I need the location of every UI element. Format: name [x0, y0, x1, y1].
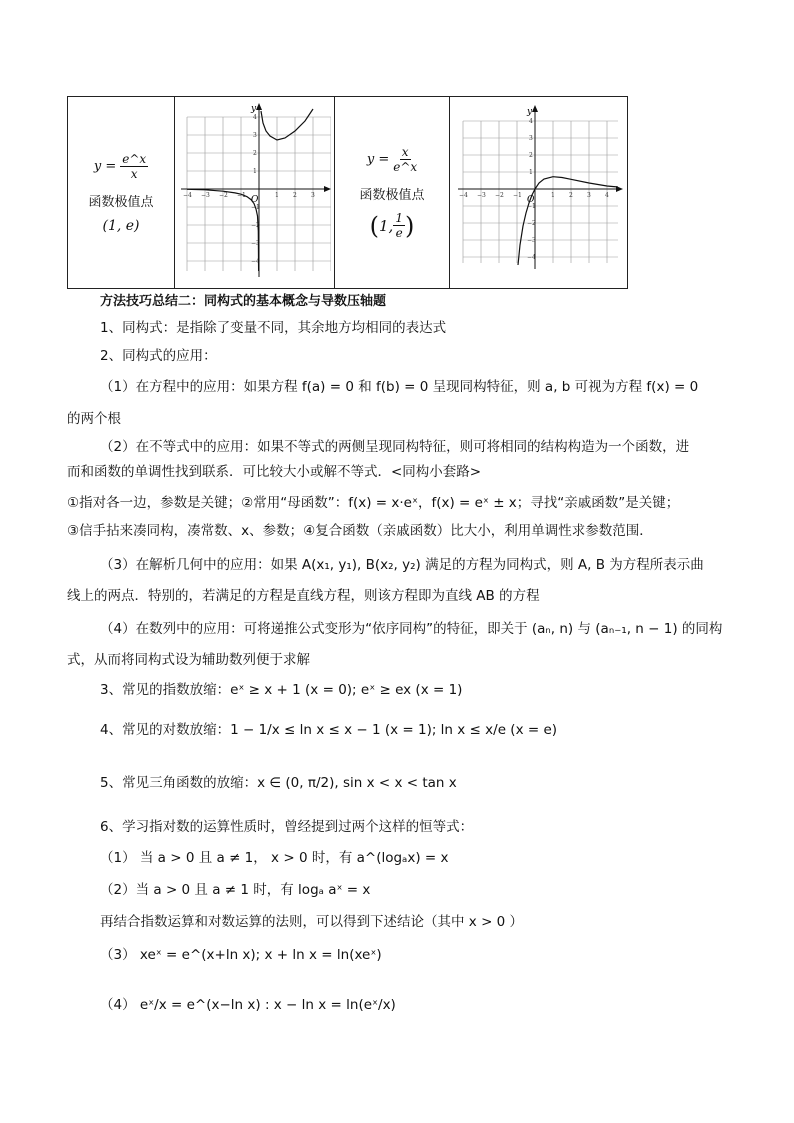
formula [94, 152, 148, 181]
x-tick: 2 [293, 192, 297, 199]
origin-label: O [527, 195, 535, 205]
text-line: 的两个根 [67, 411, 121, 427]
denominator: e^x [393, 160, 418, 174]
y-tick: 2 [529, 152, 533, 159]
graph-x-over-exp [458, 103, 623, 283]
text-line: ③信手拈来凑同构，凑常数、x、参数；④复合函数（亲戚函数）比大小，利用单调性求参数范围． [67, 523, 653, 539]
graph-table [67, 96, 628, 289]
text-line: 2、同构式的应用： [100, 348, 217, 364]
text-line: 4、常见的对数放缩：1 − 1/x ≤ ln x ≤ x − 1 (x = 1); ln x ≤ x/e (x = e) [100, 722, 558, 738]
extremum-caption: 函数极值点 [88, 194, 154, 210]
x-tick: −2 [219, 192, 228, 199]
numerator: 1 [395, 211, 403, 225]
numerator: e^x [122, 151, 147, 166]
text-line: （4）在数列中的应用：可将递推公式变形为“依序同构”的特征，即关于 (aₙ, n) 与 (aₙ₋₁, n − 1) 的同构 [100, 621, 723, 637]
text-line: 6、学习指对数的运算性质时，曾经提到过两个这样的恒等式： [100, 819, 474, 835]
x-tick: −3 [201, 192, 210, 199]
extremum-point: (1, e) [102, 217, 140, 234]
numerator: x [401, 145, 409, 159]
y-tick: 1 [529, 169, 533, 176]
y-tick: −2 [527, 220, 536, 227]
graph-cell-2 [450, 97, 627, 288]
text-line: （4） eˣ/x = e^(x−ln x) : x − ln x = ln(eˣ/x) [100, 997, 396, 1013]
y-tick: 4 [253, 114, 257, 121]
x-tick: −1 [237, 192, 246, 199]
formula-cell-x-over-exp [335, 97, 450, 288]
x-tick: 2 [569, 192, 573, 199]
text-line: ①指对各一边，参数是关键；②常用“母函数”：f(x) = x·eˣ，f(x) = eˣ ± x；寻找“亲戚函数”是关键； [67, 495, 680, 511]
text-line: 线上的两点．特别的，若满足的方程是直线方程，则该方程即为直线 AB 的方程 [67, 588, 540, 604]
text-line: （1） 当 a > 0 且 a ≠ 1， x > 0 时，有 a^(logₐx) = x [100, 850, 449, 866]
y-axis-label: y [527, 107, 533, 117]
y-tick: −1 [251, 204, 260, 211]
formula-cell-exp-over-x [68, 97, 175, 288]
denominator: e [395, 226, 403, 240]
graph-exp-over-x [181, 101, 331, 284]
point-y-fraction [393, 211, 405, 240]
y-tick: 2 [253, 150, 257, 157]
y-tick: −3 [251, 240, 260, 247]
fraction [120, 152, 148, 181]
formula [367, 145, 417, 174]
text-line: （2）在不等式中的应用：如果不等式的两侧呈现同构特征，则可将相同的结构构造为一个函数，进 [100, 439, 690, 455]
y-tick: 1 [253, 168, 257, 175]
x-tick: 3 [587, 192, 591, 199]
origin-label: O [251, 195, 259, 205]
x-tick: 4 [605, 192, 609, 199]
text-line: （1）在方程中的应用：如果方程 f(a) = 0 和 f(b) = 0 呈现同构特征，则 a, b 可视为方程 f(x) = 0 [100, 379, 699, 395]
y-tick: −3 [527, 237, 536, 244]
x-tick: 3 [311, 192, 315, 199]
text-line: 1、同构式：是指除了变量不同，其余地方均相同的表达式 [100, 320, 447, 336]
graph-cell-1 [175, 97, 335, 288]
y-tick: −4 [251, 258, 260, 265]
y-tick: −2 [251, 222, 260, 229]
x-tick: 1 [275, 192, 279, 199]
text-line: 3、常见的指数放缩：eˣ ≥ x + 1 (x = 0); eˣ ≥ ex (x = 1) [100, 682, 463, 698]
denominator: x [130, 166, 138, 181]
y-tick: −4 [527, 254, 536, 261]
point-x: 1, [379, 216, 394, 235]
y-tick: 3 [529, 135, 533, 142]
fraction [393, 145, 417, 174]
x-tick: 1 [551, 192, 555, 199]
y-tick: 3 [253, 132, 257, 139]
x-tick: −1 [513, 192, 522, 199]
x-tick: −4 [183, 192, 192, 199]
formula-lhs: y = [366, 152, 390, 167]
y-tick: −1 [527, 203, 536, 210]
formula-lhs: y = [93, 158, 117, 174]
y-tick: 4 [529, 118, 533, 125]
text-line: 再结合指数运算和对数运算的法则，可以得到下述结论（其中 x > 0 ） [100, 914, 524, 930]
x-tick: −2 [495, 192, 504, 199]
extremum-point: ( 1, $\frac{1}{e}$ ) [369, 211, 415, 240]
section-heading: 方法技巧总结二：同构式的基本概念与导数压轴题 [100, 294, 387, 309]
text-line: 而和函数的单调性找到联系．可比较大小或解不等式．<同构小套路> [67, 464, 482, 480]
curve-right-branch [261, 109, 313, 140]
y-axis-label: y [251, 104, 257, 114]
x-tick: −4 [459, 192, 468, 199]
text-line: 5、常见三角函数的放缩：x ∈ (0, π/2), sin x < x < tan x [100, 775, 457, 791]
extremum-caption: 函数极值点 [359, 188, 425, 203]
x-tick: −3 [477, 192, 486, 199]
text-line: （2）当 a > 0 且 a ≠ 1 时，有 logₐ aˣ = x [100, 882, 371, 898]
text-line: 式，从而将同构式设为辅助数列便于求解 [67, 652, 310, 668]
text-line: （3） xeˣ = e^(x+ln x); x + ln x = ln(xeˣ) [100, 947, 382, 963]
text-line: （3）在解析几何中的应用：如果 A(x₁, y₁), B(x₂, y₂) 满足的方程为同构式，则 A, B 为方程所表示曲 [100, 557, 704, 573]
